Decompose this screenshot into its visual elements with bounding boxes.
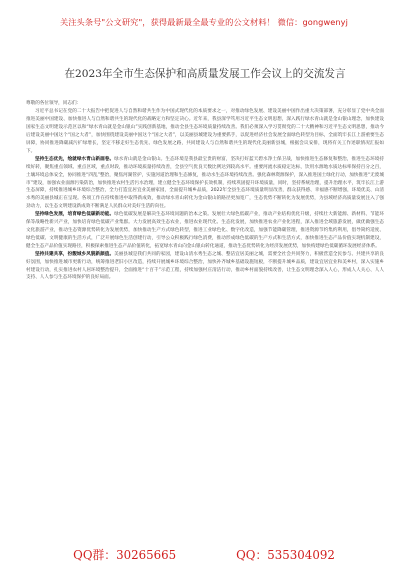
paragraph-section-3: [26, 251, 384, 283]
paragraph-text: 绿色低碳发展是解决生态环境问题的治本之策。发展壮大绿色低碳产业，推动产业结构优化升级，持续壮大新能源、新材料、节能环保等战略性新兴产业，加快培育绿色低碳产业集群。大力发展高效生态农业，推进农业现代化、生态化发展，加快推进农业产业化进程，深入推进全域旅游发展，做优做强生态文化旅游产业，推动生态资源优势转化为发展优势，加快推动生产方式绿色转型，推进工业绿色化、数字化改造，加强节能降碳管理，推进资源节约集约利用，倡导简约适度、绿色低碳、文明健康的生活方式，广泛开展绿色生活创建行动，引导公众积极践行绿色消费，推动形成绿色低碳的生产方式和生活方式，加快推进生态产品价值实现机制建设，健全生态产品价值实现路径，积极探索推进生态产品价值转化，拓宽绿水青山向金山银山转化通道，推动生态优势转化为经济发展优势，加快构建绿色低碳循环发展经济体系。: [26, 212, 384, 249]
paragraph-text: 美丽县城是我们共同的家园，建设山清水秀生态之城、整洁宜居美丽之城，需要全社会共同努力，积极营造全民参与、共建共享的良好氛围，加快推进城市更新行动，统筹推进老旧小区改造，持续开展城乡环境综合整治，加快补齐城乡基础设施短板，不断提升城乡品质，建设宜居宜业和美乡村，深入实施乡村建设行动，扎实推进农村人居环境整治提升，全面推进“十百千”示范工程，持续加强村庄清洁行动，推动乡村面貌持续改善，让生态文明理念深入人心，形成人人关心、人人支持、人人参与生态环境保护的良好局面。: [26, 251, 384, 281]
paragraph-lead: 坚持生态优先，绘就绿水青山新画卷。: [35, 156, 115, 162]
paragraph-lead: 坚持绿色发展，培育绿色低碳新动能。: [35, 212, 115, 218]
paragraph-section-2: [26, 211, 384, 251]
document-title: 在2023年全市生态保护和高质量发展工作会议上的交流发言: [64, 68, 346, 80]
paragraph-text: 习近平总书记在党的二十大报告中把促进人与自然和谐共生作为中国式现代化的本质要求之一，对推动绿色发展、建设美丽中国作出重大决策部署，充分彰显了党中央全面推进美丽中国建设、加快推进人与自然和谐共生的现代化的战略定力和坚定决心。近年来，我县深学笃用习近平生态文明思想，深入践行绿水青山就是金山银山理念，加快建设国家生态文明建设示范区以和“绿水青山就是金山银山”实践创新基地，推动全县生态环境质量持续改善。我们必须深入学习贯彻党的二十大精神和习近平生态文明思想，推动今后建设美丽中国这个“国之大者”，加快围绕建设美丽中国这个“国之大者”，以美丽县城建设为重要抓手，以促进经济社会发展全面绿色转型为目标，全面筑牢长江上游重要生态屏障，协同推进降碳减污扩绿增长，坚定不移走好生态优先、绿色发展之路，共同建设人与自然和谐共生的现代化美丽新县城，根据会议安排，现将有关工作述职情况汇报如下。: [26, 109, 384, 154]
paragraph-intro: [26, 108, 384, 155]
top-banner: [0, 10, 408, 29]
paragraph-section-1: [26, 156, 384, 211]
document-body: [26, 100, 384, 282]
qq-number: QQ：535304092: [236, 548, 335, 562]
qq-group: QQ群：30265665: [73, 548, 177, 562]
salutation: 尊敬的各位领导，同志们：: [26, 101, 82, 106]
footer-contact: [0, 546, 408, 563]
banner-text: 关注头条号"公文研究"，获得最新最全最专业的公文材料！ 微信：gongwenyj: [59, 17, 349, 27]
paragraph-text: 绿水青山就是金山银山。生态环境是我县最宝贵的财富，坚决打好蓝天碧水净土保卫战，加快推进生态修复和整治，推进生态环境持续好转，聚焦重点领域、重点区域，重点时段，推动环境质量持续改善，全县空气优良天数比例达到较高水平。重要河流水质稳定达标，饮用水源地水质达标率保持百分之百，土壤环境总体安全，协同推进“四乱”整治，聚焦河湖管护，实施河道治理和生态修复，推动水生态环境持续改善。强化森林资源保护，深入推进国土绿化行动，加快推进“无废城市”建设，加强农业面源污染防治，加快推进农村生活污水治理，建立健全生态环境保护长效机制，持续巩固提升环境质量，同时，坚持系统治理，提升治理水平，筑牢长江上游生态屏障，持续推进城乡环境综合整治，全力打造宜居宜业美丽家园，全面提升城乡品质，2022年全县生态环境质量明显改善，群众获得感、幸福感不断增强，环境优美、山清水秀的美丽县城正在呈现。各项工作在持续推进中取得新成效，推动绿水青山转化为金山银山的路径更加宽广，生态优势不断转化为发展优势，为县域经济高质量发展注入了强劲动力，以生态文明建设新成效不断满足人民群众对美好生活的向往。: [26, 156, 384, 210]
paragraph-lead: 坚持共建共享，扮靓城乡风貌新颜值。: [35, 251, 115, 257]
